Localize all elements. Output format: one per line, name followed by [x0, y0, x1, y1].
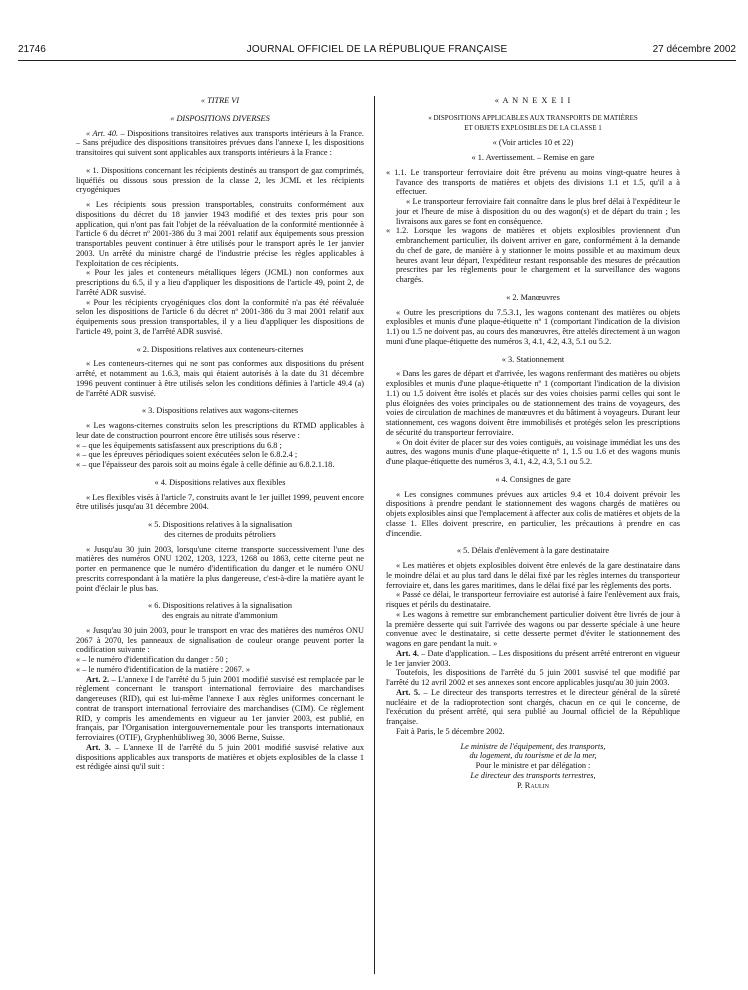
- paragraph: « Jusqu'au 30 juin 2003, pour le transport en vrac des matières des numéros ONU 2067 à 2070, les panneaux de signalisation de couleur orange peuvent porter la codification suivante :: [76, 625, 364, 655]
- signature-line: Le ministre de l'équipement, des transports,: [460, 741, 606, 751]
- annexe-subtitle-line2: ET OBJETS EXPLOSIBLES DE LA CLASSE 1: [464, 123, 602, 132]
- paragraph-1-1: « 1.1. Le transporteur ferroviaire doit être prévenu au moins vingt-quatre heures à l'avance des transports de matières et objets des divisions 1.1 et 1.5, qu'il a à effectuer.: [386, 167, 680, 197]
- page-number: 21746: [18, 44, 46, 55]
- signature-line: du logement, du tourisme et de la mer,: [469, 751, 597, 761]
- list-item: « – que les équipements satisfassent aux prescriptions du 6.8 ;: [76, 440, 282, 450]
- list-item: « – que les épreuves périodiques soient exécutées selon le 6.8.2.4 ;: [76, 450, 298, 460]
- column-divider: [374, 96, 375, 974]
- header-rule: [18, 60, 736, 61]
- right-column: [386, 96, 680, 790]
- art2-text: – L'annexe I de l'arrêté du 5 juin 2001 modifié susvisé est remplacée par le règlement concernant le transport international ferroviaire des marchandises dangereuses (RID), qui est lui-même l'annexe I aux règles uniformes concernant le contrat de transport international ferroviaire des marchandises (CIM). Ce règlement RID, y compris les amendements en vigueur au 1er janvier 2003, est publié, en français, par l'Organisation intergouvernementale pour les transports internationaux ferroviaires (OTIF), Gryphenhübliweg 30, 3006 Berne, Suisse.: [76, 674, 364, 742]
- paragraph: « Les matières et objets explosibles doivent être enlevés de la gare destinataire dans le moindre délai et au plus tard dans le délai fixé par les règles internes du transporteur ferroviaire et, dans les gares maritimes, dans le délai fixé par les règlements des ports.: [386, 561, 680, 590]
- signatory-name: P. Raulin: [516, 780, 550, 790]
- list-item: « – que l'épaisseur des parois soit au moins égale à celle définie au 6.8.2.1.18.: [76, 460, 335, 469]
- art4-text: – Date d'application. – Les dispositions du présent arrêté entreront en vigueur le 1er janvier 2003.: [386, 648, 680, 668]
- art3-text: – L'annexe II de l'arrêté du 5 juin 2001 modifié susvisé relative aux dispositions applicables aux transports de matières et objets explosibles de la classe 1 est rédigée ainsi qu'il suit :: [76, 742, 364, 772]
- art5-text: – Le directeur des transports terrestres et le directeur général de la sûreté nucléaire et de la radioprotection sont chargés, chacun en ce qui le concerne, de l'exécution du présent arrêté, qui sera publié au Journal officiel de la République française.: [386, 687, 680, 726]
- section-6-heading: « 6. Dispositions relatives à la signalisation: [147, 601, 293, 611]
- paragraph: « Les conteneurs-citernes qui ne sont pas conformes aux dispositions du présent arrêté, et notamment au 1.6.3, mais qui étaient autorisés à la date du 31 décembre 1996 peuvent continuer à être utilisés selon les conditions définies à l'article 49.4 (a) de l'arrêté ADR susvisé.: [76, 359, 364, 398]
- paragraph: « Passé ce délai, le transporteur ferroviaire est autorisé à faire l'enlèvement aux frais, risques et périls du destinataire.: [386, 590, 680, 609]
- paragraph: « Pour les récipients cryogéniques clos dont la conformité n'a pas été réévaluée selon les dispositions de l'article 6 du décret nº 2001-386 du 3 mai 2001 relatif aux équipements sous pression transportables, il y a lieu d'appliquer les dispositions de l'article 49, point 3, de l'arrêté ADR susvisé.: [76, 297, 364, 336]
- journal-title: JOURNAL OFFICIEL DE LA RÉPUBLIQUE FRANÇAISE: [246, 44, 508, 55]
- section-6-heading-line2: des engrais au nitrate d'ammonium: [162, 611, 278, 620]
- paragraph: « Jusqu'au 30 juin 2003, lorsqu'une citerne transporte successivement l'une des matières des numéros ONU 1202, 1203, 1223, 1268 ou 1863, cette citerne peut ne porter en permanence que le numéro d'identification du danger et le numéro ONU prescrits correspondant à la matière la plus dangereuse, c'est-à-dire la matière ayant le point d'éclair le plus bas.: [76, 544, 364, 593]
- paragraph: « Les flexibles visés à l'article 7, construits avant le 1er juillet 1999, peuvent encore être utilisés jusqu'au 31 décembre 2004.: [76, 492, 364, 512]
- article-40: [76, 129, 364, 158]
- left-column: [76, 96, 364, 772]
- issue-date: 27 décembre 2002: [652, 44, 736, 55]
- art4-label: Art. 4.: [396, 648, 419, 658]
- page-header: [18, 44, 736, 60]
- dispositions-diverses-heading: « DISPOSITIONS DIVERSES: [170, 113, 270, 123]
- art40-text: – Dispositions transitoires relatives aux transports intérieurs à la France. – Sans préjudice des dispositions transitoires prévues dans l'annexe I, les dispositions transitoires qui suivent sont applicables aux transports intérieurs à la France :: [76, 128, 364, 157]
- annexe-ii-title: « A N N E X E I I: [494, 96, 572, 105]
- annexe-subtitle: « DISPOSITIONS APPLICABLES AUX TRANSPORTS DE MATIÈRES: [428, 113, 638, 122]
- section-1-heading: « 1. Avertissement. – Remise en gare: [471, 153, 595, 162]
- section-5-heading: « 5. Dispositions relatives à la signalisation: [147, 520, 293, 529]
- paragraph: « Le transporteur ferroviaire fait connaître dans le plus bref délai à l'expéditeur le jour et l'heure de mise à disposition du ou des wagon(s) et de départ du train ; les livraisons aux gares se font en conséquence.: [396, 197, 680, 226]
- paragraph: « Dans les gares de départ et d'arrivée, les wagons renfermant des matières ou objets explosibles et munis d'une plaque-étiquette nº 1 (comportant l'indication de la division 1.1) ou 1.5 doivent être isolés et placés sur des voies choisies parmi celles qui sont le plus éloignées des voies principales ou de stationnement des trains de voyageurs, des voies de circulation de machines de manœuvres et du bâtiment à voyageurs. Durant leur stationnement, ces wagons doivent être immobilisés et protégés selon les prescriptions de sécurité du transporteur ferroviaire.: [386, 369, 680, 437]
- paragraph-1-2: « 1.2. Lorsque les wagons de matières et objets explosibles proviennent d'un embranchement particulier, ils doivent arriver en gare, conformément à la demande du chef de gare, de manière à y stationner le moins possible et au maximum deux heures avant leur départ, l'expéditeur restant responsable des mesures de précaution prescrites par les règlements pour le chargement et la surveillance des wagons chargés.: [386, 226, 680, 284]
- article-2: [76, 675, 364, 743]
- section-5-heading-line2: des citernes de produits pétroliers: [164, 529, 276, 539]
- voir-articles: « (Voir articles 10 et 22): [492, 138, 574, 148]
- paragraph: Toutefois, les dispositions de l'arrêté du 5 juin 2001 susvisé tel que modifié par l'arrêté du 12 avril 2002 et ses annexes sont encore applicables jusqu'au 30 juin 2003.: [386, 668, 680, 687]
- signature-line: Le directeur des transports terrestres,: [470, 770, 596, 780]
- section-1-heading: « 1. Dispositions concernant les récipients destinés au transport de gaz comprimés, liquéfiés ou dissous sous pression de la classe 2, les JCML et les récipients cryogéniques: [76, 165, 364, 195]
- article-4: [386, 649, 680, 669]
- section-2-heading: « 2. Dispositions relatives aux conteneurs-citernes: [136, 344, 304, 354]
- art40-label: « Art. 40.: [86, 128, 119, 138]
- paragraph: « Les wagons à remettre sur embranchement particulier doivent être livrés de jour à la première desserte qui suit l'arrivée des wagons ou par desserte spéciale à une heure convenue avec le destinataire, si cette desserte permet d'éviter le stationnement des wagons en gare pendant la nuit. »: [386, 609, 680, 648]
- paragraph: « Les wagons-citernes construits selon les prescriptions du RTMD applicables à leur date de construction pourront encore être utilisés sous réserve :: [76, 421, 364, 440]
- title-vi: « TITRE VI: [200, 96, 240, 105]
- art2-label: Art. 2.: [86, 674, 110, 684]
- article-3: [76, 743, 364, 772]
- section-2-heading: « 2. Manœuvres: [506, 292, 560, 302]
- fait-a-paris: Fait à Paris, le 5 décembre 2002.: [396, 726, 505, 736]
- paragraph: « Les récipients sous pression transportables, construits conformément aux dispositions du décret du 18 janvier 1943 modifié et des textes pris pour son application, qui n'ont pas fait l'objet de la réévaluation de la conformité mentionnée à l'article 6 du décret nº 2001-386 du 3 mai 2001 relatif aux équipements sous pression transportables peuvent continuer à être utilisés pour le transport après le 1er janvier 2003. Un arrêté du ministre chargé de l'industrie précise les règles applicables à l'exploitation de ces récipients.: [76, 200, 364, 268]
- article-5: [386, 688, 680, 727]
- art5-label: Art. 5.: [396, 687, 421, 697]
- paragraph: « Pour les jales et conteneurs métalliques légers (JCML) non conformes aux prescriptions du 6.5, il y a lieu d'appliquer les dispositions de l'article 49, point 2, de l'arrêté ADR susvisé.: [76, 268, 364, 297]
- section-4-heading: « 4. Consignes de gare: [495, 474, 571, 484]
- section-4-heading: « 4. Dispositions relatives aux flexibles: [154, 477, 286, 487]
- art3-label: Art. 3.: [86, 742, 111, 752]
- paragraph: « Les consignes communes prévues aux articles 9.4 et 10.4 doivent prévoir les dispositions à prendre pendant le stationnement des wagons chargés de matières ou objets explosibles ainsi que l'emplacement à affecter aux colis de matières et objets de la classe 1. Elles doivent prescrire, en particulier, les précautions à prendre en cas d'incendie.: [386, 489, 680, 538]
- list-item: « – le numéro d'identification de la matière : 2067. »: [76, 664, 251, 674]
- paragraph: « Outre les prescriptions du 7.5.3.1, les wagons contenant des matières ou objets explosibles et munis d'une plaque-étiquette nº 1 (comportant l'indication de la division 1.1) ou 1.5 ne doivent pas, au cours des manœuvres, être attelés directement à un wagon muni d'une plaque-étiquette des numéros 3, 4.1, 4.2, 4.3, 5.1 ou 5.2.: [386, 307, 680, 346]
- list-item: « – le numéro d'identification du danger : 50 ;: [76, 655, 228, 664]
- section-3-heading: « 3. Dispositions relatives aux wagons-citernes: [141, 406, 299, 416]
- section-3-heading: « 3. Stationnement: [501, 354, 565, 364]
- paragraph: « On doit éviter de placer sur des voies contiguës, au voisinage immédiat les uns des autres, des wagons munis d'une plaque-étiquette nº 1, 1.5 ou 1.6 et des wagons munis d'une plaque-étiquette des numéros 3, 4.1, 4.2, 4.3, 5.1 ou 5.2.: [386, 437, 680, 466]
- signature-line: Pour le ministre et par délégation :: [475, 761, 591, 770]
- section-5-heading: « 5. Délais d'enlèvement à la gare destinataire: [456, 546, 610, 556]
